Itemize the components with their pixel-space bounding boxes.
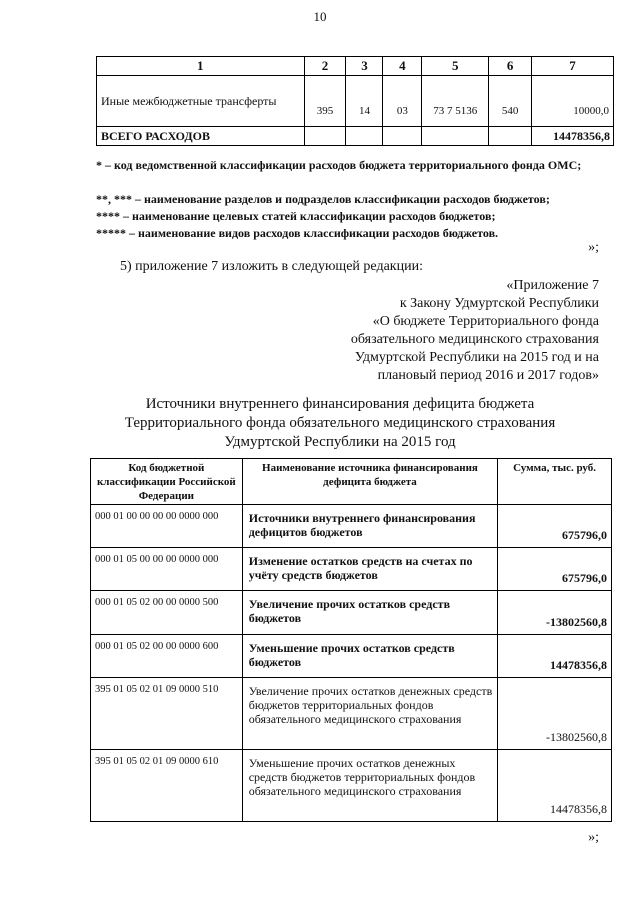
table-row (97, 76, 614, 127)
cell-sum: 675796,0 (498, 505, 612, 548)
appendix-line: «Приложение 7 (506, 278, 599, 293)
column-header-name: Наименование источника финансирования дефицита бюджета (242, 459, 497, 505)
table-row (91, 548, 612, 591)
cell-name: Увеличение прочих остатков денежных средств бюджетов территориальных фондов обязательного медицинского страхования (242, 678, 497, 750)
cell-amount: 10000,0 (532, 76, 614, 127)
appendix-line: обязательного медицинского страхования (350, 332, 599, 347)
cell-ministry-code: 395 (304, 76, 346, 127)
column-header: 5 (422, 57, 489, 76)
cell-target-item: 73 7 5136 (422, 76, 489, 127)
cell-code: 000 01 05 00 00 00 0000 000 (91, 548, 243, 591)
cell-name: Уменьшение прочих остатков средств бюджетов (242, 635, 497, 678)
cell-name: Увеличение прочих остатков средств бюджетов (242, 591, 497, 635)
page-number: 10 (313, 9, 327, 24)
total-amount: 14478356,8 (532, 127, 614, 146)
financing-sources-table (90, 458, 612, 822)
document-title (90, 395, 590, 452)
cell-sum: 14478356,8 (498, 750, 612, 822)
closing-quote: »; (588, 240, 599, 255)
cell-subsection: 03 (383, 76, 422, 127)
title-line: Удмуртской Республики на 2015 год (224, 434, 456, 450)
cell-sum: 675796,0 (498, 548, 612, 591)
cell-name: Источники внутреннего финансирования дефицитов бюджетов (242, 505, 497, 548)
column-header: 3 (346, 57, 383, 76)
table-row (91, 750, 612, 822)
column-header: 6 (489, 57, 532, 76)
cell-code: 000 01 00 00 00 00 0000 000 (91, 505, 243, 548)
appendix-line: к Закону Удмуртской Республики (399, 296, 599, 311)
cell-sum: -13802560,8 (498, 591, 612, 635)
row-name: Иные межбюджетные трансферты (97, 76, 305, 127)
table-row (91, 591, 612, 635)
total-row (97, 127, 614, 146)
column-header-code: Код бюджетной классификации Российской Федерации (91, 459, 243, 505)
column-header: 4 (383, 57, 422, 76)
footnote: **, *** – наименование разделов и подразделов классификации расходов бюджетов; (96, 192, 550, 206)
footnote: * – код ведомственной классификации расходов бюджета территориального фонда ОМС; (96, 158, 582, 172)
column-header: 2 (304, 57, 346, 76)
column-header: 7 (532, 57, 614, 76)
cell-code: 395 01 05 02 01 09 0000 510 (91, 678, 243, 750)
cell-code: 000 01 05 02 00 00 0000 500 (91, 591, 243, 635)
appendix-line: плановый период 2016 и 2017 годов» (377, 368, 599, 383)
table-row (91, 635, 612, 678)
table-row (91, 678, 612, 750)
footnote: ***** – наименование видов расходов классификации расходов бюджетов. (96, 226, 499, 240)
appendix-line: Удмуртской Республики на 2015 год и на (354, 350, 599, 365)
cell-code: 395 01 05 02 01 09 0000 610 (91, 750, 243, 822)
table-header-row (97, 57, 614, 76)
title-line: Источники внутреннего финансирования дефицита бюджета (145, 396, 535, 412)
cell-name: Изменение остатков средств на счетах по учёту средств бюджетов (242, 548, 497, 591)
cell-sum: 14478356,8 (498, 635, 612, 678)
cell-expense-type: 540 (489, 76, 532, 127)
total-label: ВСЕГО РАСХОДОВ (97, 127, 305, 146)
table-row (91, 505, 612, 548)
appendix-header (351, 277, 599, 385)
cell-section: 14 (346, 76, 383, 127)
column-header: 1 (97, 57, 305, 76)
cell-sum: -13802560,8 (498, 678, 612, 750)
paragraph: 5) приложение 7 изложить в следующей редакции: (120, 259, 423, 274)
cell-name: Уменьшение прочих остатков денежных средств бюджетов территориальных фондов обязательного медицинского страхования (242, 750, 497, 822)
column-header-sum: Сумма, тыс. руб. (498, 459, 612, 505)
title-line: Территориального фонда обязательного медицинского страхования (124, 415, 556, 431)
cell-code: 000 01 05 02 00 00 0000 600 (91, 635, 243, 678)
expenses-table (96, 56, 614, 146)
closing-quote: »; (588, 830, 599, 845)
footnote: **** – наименование целевых статей классификации расходов бюджетов; (96, 209, 496, 223)
appendix-line: «О бюджете Территориального фонда (372, 314, 599, 329)
table-header-row (91, 459, 612, 505)
